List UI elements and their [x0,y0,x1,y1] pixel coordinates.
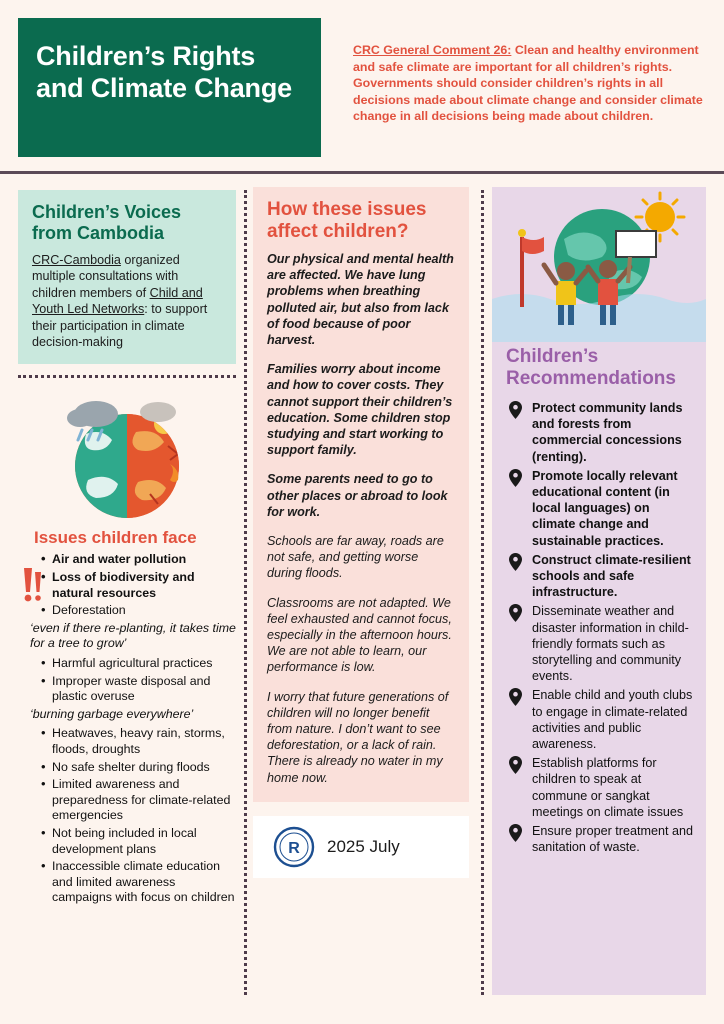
list-item [506,400,696,465]
effects-box [253,187,469,802]
recommendation-text: Construct climate-resilient schools and safe infrastructure. [532,552,691,600]
list-item: • Harmful agricultural practices [52,656,236,672]
effects-paragraph: Our physical and mental health are affected. We have lung problems when breathing polluted air, but also from lack of food because of poor harvest. [267,252,454,348]
childrens-voices-box [18,190,236,364]
recommendations-list [492,400,706,855]
svg-text:R: R [288,839,300,857]
map-pin-icon [508,553,523,571]
general-comment-heading: CRC General Comment 26: [353,43,512,57]
voices-text-part4: : to support their participation in climate decision-making [32,302,208,350]
list-item: • Not being included in local development plans [52,826,236,857]
earth-illustration [18,384,236,524]
map-pin-icon [508,824,523,842]
map-pin-icon [508,688,523,706]
recommendation-text: Ensure proper treatment and sanitation of waste. [532,824,694,855]
column-divider-right [481,190,484,995]
effects-paragraph: Schools are far away, roads are not safe, and getting worse during floods. [267,534,444,581]
effects-title: How these issues affect children? [267,199,427,242]
issues-title: Issues children face [34,528,197,548]
children-protest-icon [492,187,706,342]
childrens-voices-text [32,252,222,350]
left-column [18,190,236,908]
recommendations-title: Children’s Recommendations [506,346,676,389]
list-item [506,552,696,601]
list-item: • Deforestation [52,603,236,619]
list-item [506,468,696,549]
children-activism-illustration [492,187,706,342]
effects-paragraph: I worry that future generations of children will no longer benefit from nature. I don’t want to see deforestation, or a lack of rain. There is already no water in my home now. [267,689,449,785]
list-item [506,687,696,752]
effects-paragraph: Classrooms are not adapted. We feel exhausted and cannot focus, especially in the afternoon hours. We are not able to learn, our performance is low. [267,595,452,675]
list-item: • Improper waste disposal and plastic overuse [52,674,236,705]
page-title: Children’s Rights and Climate Change [36,41,292,103]
effects-paragraph: Families worry about income and how to cover costs. They cannot support their children’s education. Some children stop studying and start working to support family. [267,362,453,458]
list-item: • Inaccessible climate education and limited awareness campaigns with focus on children [52,859,236,906]
issues-list [18,552,236,905]
title-box [18,18,321,157]
crc-cambodia-link: CRC-Cambodia [32,253,121,267]
publication-date: 2025 July [327,836,400,856]
list-item: • Limited awareness and preparedness for climate-related emergencies [52,777,236,824]
effects-paragraph: Some parents need to go to other places or abroad to look for work. [267,472,448,519]
list-item-quote: ‘even if there re-planting, it takes time for a tree to grow’ [30,620,236,651]
list-item: • Air and water pollution [52,552,236,568]
voices-text-part2: organized multiple consultations with children members of [32,253,180,300]
list-item-quote: ‘burning garbage everywhere’ [30,706,194,721]
recommendation-text: Protect community lands and forests from commercial concessions (renting). [532,401,683,464]
childrens-voices-title: Children’s Voices from Cambodia [32,202,182,243]
recommendation-text: Enable child and youth clubs to engage in climate-related activities and public awareness. [532,688,693,752]
general-comment-body: Clean and healthy environment and safe climate are important for all children’s rights. Governments should consider children’s rights in all decisions made about climate change and consider climate change in all decisions being made about children. [353,43,703,124]
list-item: • Heatwaves, heavy rain, storms, floods, droughts [52,726,236,757]
recommendation-text: Establish platforms for children to speak at commune or sangkat meetings on climate issues [532,756,684,819]
list-item [506,755,696,820]
earth-icon [18,384,236,524]
list-item: • No safe shelter during floods [52,760,236,776]
right-column [492,187,706,995]
column-divider-left [244,190,247,995]
header-divider [0,171,724,174]
header [0,0,724,172]
general-comment-note [353,42,703,125]
recommendation-text: Promote locally relevant educational content (in local languages) on climate change and sustainable practices. [532,468,678,548]
map-pin-icon [508,469,523,487]
map-pin-icon [508,756,523,774]
map-pin-icon [508,401,523,419]
crc-logo-icon [273,826,315,868]
recommendation-text: Disseminate weather and disaster information in child-friendly formats such as storytelling and community events. [532,604,689,684]
map-pin-icon [508,604,523,622]
list-item: • Loss of biodiversity and natural resources [52,570,236,601]
list-item [506,603,696,684]
date-box [253,816,469,878]
list-item [506,823,696,855]
left-dotted-divider [18,375,236,378]
middle-column [253,187,469,878]
networks-link: Child and Youth Led Networks [32,285,203,317]
